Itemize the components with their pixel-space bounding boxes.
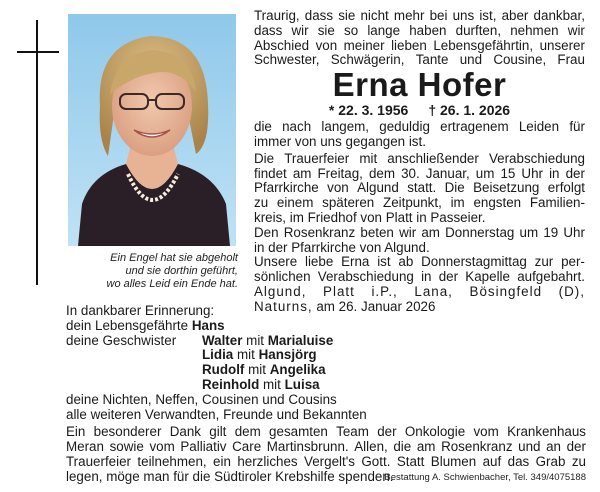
sibling-name: Reinhold <box>202 376 260 392</box>
poem-line: wo alles Leid ein Ende hat. <box>106 278 238 290</box>
sibling-row <box>66 348 586 363</box>
partner-row <box>66 319 586 334</box>
intro-line: dass wir sie so lange haben durften, nehmen wir <box>254 22 585 38</box>
sibling-spouse: Angelika <box>269 362 326 378</box>
deceased-name: Erna Hofer <box>332 66 507 104</box>
mourners-section <box>66 304 586 485</box>
intro-line: Schwester, Schwägerin, Tante und Cousine, Frau <box>254 52 585 68</box>
intro-line: Abschied von meiner lieben Lebensgefährtin, unserer <box>254 37 585 53</box>
body-line: Unsere liebe Erna ist ab Donnerstagmittag zur per- <box>254 254 585 270</box>
life-dates <box>254 102 585 118</box>
other-relatives: deine Nichten, Neffen, Cousinen und Cousins <box>66 391 337 407</box>
sibling-spouse: Luisa <box>284 376 320 392</box>
portrait-photo <box>68 14 236 246</box>
body-line: sönlichen Verabschiedung in der Kapelle aufgebahrt. <box>254 269 585 285</box>
mourners-heading: In dankbarer Erinnerung: <box>66 303 215 318</box>
places-line: Algund, Platt i.P., Lana, Bösingfeld (D), <box>254 283 585 299</box>
partner-name: Hans <box>191 317 225 333</box>
sibling-row <box>66 334 586 349</box>
thanks-line: Trauerfeier teilnehmen, ein herzliches Vergelt's Gott. Statt Blumen auf das Grab zu <box>66 453 586 469</box>
body-line: findet am Freitag, dem 30. Januar, um 15 Uhr in der <box>254 165 585 181</box>
connector: mit <box>263 376 281 392</box>
cross-icon <box>17 20 59 285</box>
sibling-row <box>66 378 586 393</box>
announcement-date: am 26. Januar 2026 <box>316 298 436 314</box>
sibling-spouse: Marialuise <box>267 332 334 348</box>
thanks-line: legen, möge man für die Südtiroler Krebshilfe spenden. <box>66 468 394 484</box>
sibling-spouse: Hansjörg <box>258 347 317 363</box>
thanks-line: Meran sowie vom Palliativ Care Martinsbrunn. Allen, die am Rosenkranz und an der <box>66 439 586 455</box>
body-line: kreis, im Friedhof von Platt in Passeier. <box>254 209 486 225</box>
body-line: Die Trauerfeier mit anschließender Verabschiedung <box>254 150 585 166</box>
sibling-name: Lidia <box>202 347 234 363</box>
sibling-name: Walter <box>202 332 243 348</box>
siblings-label: deine Geschwister <box>66 332 177 348</box>
funeral-home-credit: Bestattung A. Schwienbacher, Tel. 349/4075188 <box>384 472 586 483</box>
poem-line: Ein Engel hat sie abgeholt <box>110 252 238 264</box>
body-line: Pfarrkirche von Algund statt. Die Beisetzung erfolgt <box>254 180 585 196</box>
sibling-name: Rudolf <box>202 362 245 378</box>
body-line: immer von uns gegangen ist. <box>254 133 426 149</box>
other-mourners: alle weiteren Verwandten, Freunde und Bekannten <box>66 406 367 422</box>
connector: mit <box>246 332 265 348</box>
announcement-text <box>254 9 585 315</box>
body-line: die nach langem, geduldig ertragenem Leiden für <box>254 119 585 135</box>
partner-label: dein Lebensgefährte <box>66 317 189 333</box>
connector: mit <box>248 362 266 378</box>
birth-date: * 22. 3. 1956 <box>328 102 409 119</box>
poem-line: und sie dorthin geführt, <box>125 265 238 277</box>
poem <box>66 252 238 291</box>
place-naturns: Naturns, <box>254 298 313 314</box>
connector: mit <box>236 347 255 363</box>
intro-line: Traurig, dass sie nicht mehr bei uns ist, aber dankbar, <box>254 8 585 23</box>
sibling-row <box>66 363 586 378</box>
thanks-line: Ein besonderer Dank gilt dem gesamten Team der Onkologie vom Krankenhaus <box>66 424 586 440</box>
body-line: zu einem späteren Zeitpunkt, im engsten Familien- <box>254 195 585 211</box>
body-line: Den Rosenkranz beten wir am Donnerstag um 19 Uhr <box>254 224 585 240</box>
death-date: † 26. 1. 2026 <box>428 102 511 119</box>
body-line: in der Pfarrkirche von Algund. <box>254 239 430 255</box>
